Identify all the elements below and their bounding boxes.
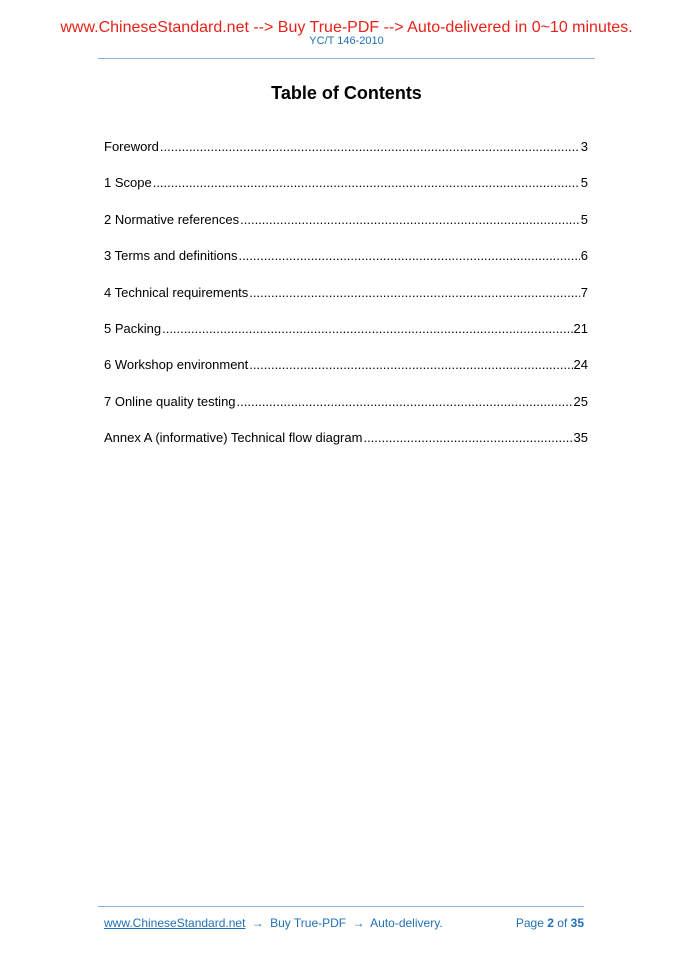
footer-site-link[interactable]: www.ChineseStandard.net	[104, 916, 246, 930]
toc-entry-page: 25	[573, 393, 588, 409]
toc-entry-page: 7	[580, 284, 588, 300]
toc-entry-page: 24	[573, 357, 588, 373]
toc-dot-leader	[160, 139, 580, 155]
right-arrow-icon: →	[352, 916, 365, 930]
toc-entry-label: 5 Packing	[104, 320, 162, 336]
toc-entry-packing[interactable]	[104, 321, 588, 357]
toc-entry-page: 5	[580, 211, 588, 227]
footer-divider	[98, 906, 584, 907]
promo-banner[interactable]: www.ChineseStandard.net --> Buy True-PDF --> Auto-delivered in 0~10 minutes.	[60, 19, 633, 36]
footer-buy-text: Buy True-PDF	[270, 916, 347, 930]
header-divider	[98, 58, 595, 59]
toc-dot-leader	[238, 248, 579, 264]
toc-entry-label: 4 Technical requirements	[104, 284, 249, 300]
footer-delivery-text: Auto-delivery.	[370, 916, 443, 930]
toc-dot-leader	[363, 430, 572, 446]
toc-entry-technical-requirements[interactable]	[104, 285, 588, 321]
toc-entry-page: 3	[580, 139, 588, 154]
page-indicator	[516, 916, 584, 931]
toc-entry-scope[interactable]	[104, 175, 588, 211]
toc-entry-label: 6 Workshop environment	[104, 357, 249, 373]
toc-dot-leader	[249, 285, 579, 301]
toc-entry-label: 7 Online quality testing	[104, 393, 236, 409]
toc-entry-page: 6	[580, 248, 588, 264]
toc-entry-page: 21	[573, 320, 588, 336]
document-code: YC/T 146-2010	[309, 35, 384, 47]
toc-entry-annex-a[interactable]	[104, 430, 588, 466]
current-page-number: 2	[547, 916, 554, 930]
total-pages-number: 35	[570, 916, 584, 930]
toc-dot-leader	[240, 212, 580, 228]
toc-entry-online-quality-testing[interactable]	[104, 394, 588, 430]
toc-entry-label: Foreword	[104, 139, 159, 154]
toc-entry-label: 3 Terms and definitions	[104, 248, 238, 264]
page-title: Table of Contents	[271, 83, 422, 103]
page-footer	[104, 916, 584, 931]
toc-entry-workshop-environment[interactable]	[104, 357, 588, 393]
toc-entry-terms-and-definitions[interactable]	[104, 248, 588, 284]
toc-entry-normative-references[interactable]	[104, 212, 588, 248]
toc-entry-foreword[interactable]	[104, 139, 588, 175]
toc-dot-leader	[237, 394, 573, 410]
table-of-contents	[104, 139, 588, 467]
toc-entry-label: Annex A (informative) Technical flow diagram	[104, 430, 363, 446]
toc-entry-page: 35	[573, 430, 588, 446]
right-arrow-icon: →	[251, 916, 264, 930]
of-word: of	[557, 916, 568, 930]
toc-entry-label: 2 Normative references	[104, 211, 240, 227]
toc-dot-leader	[153, 175, 580, 191]
toc-dot-leader	[249, 357, 572, 373]
toc-entry-page: 5	[580, 175, 588, 191]
page-word: Page	[515, 916, 544, 930]
toc-entry-label: 1 Scope	[104, 175, 152, 191]
toc-dot-leader	[162, 321, 572, 337]
